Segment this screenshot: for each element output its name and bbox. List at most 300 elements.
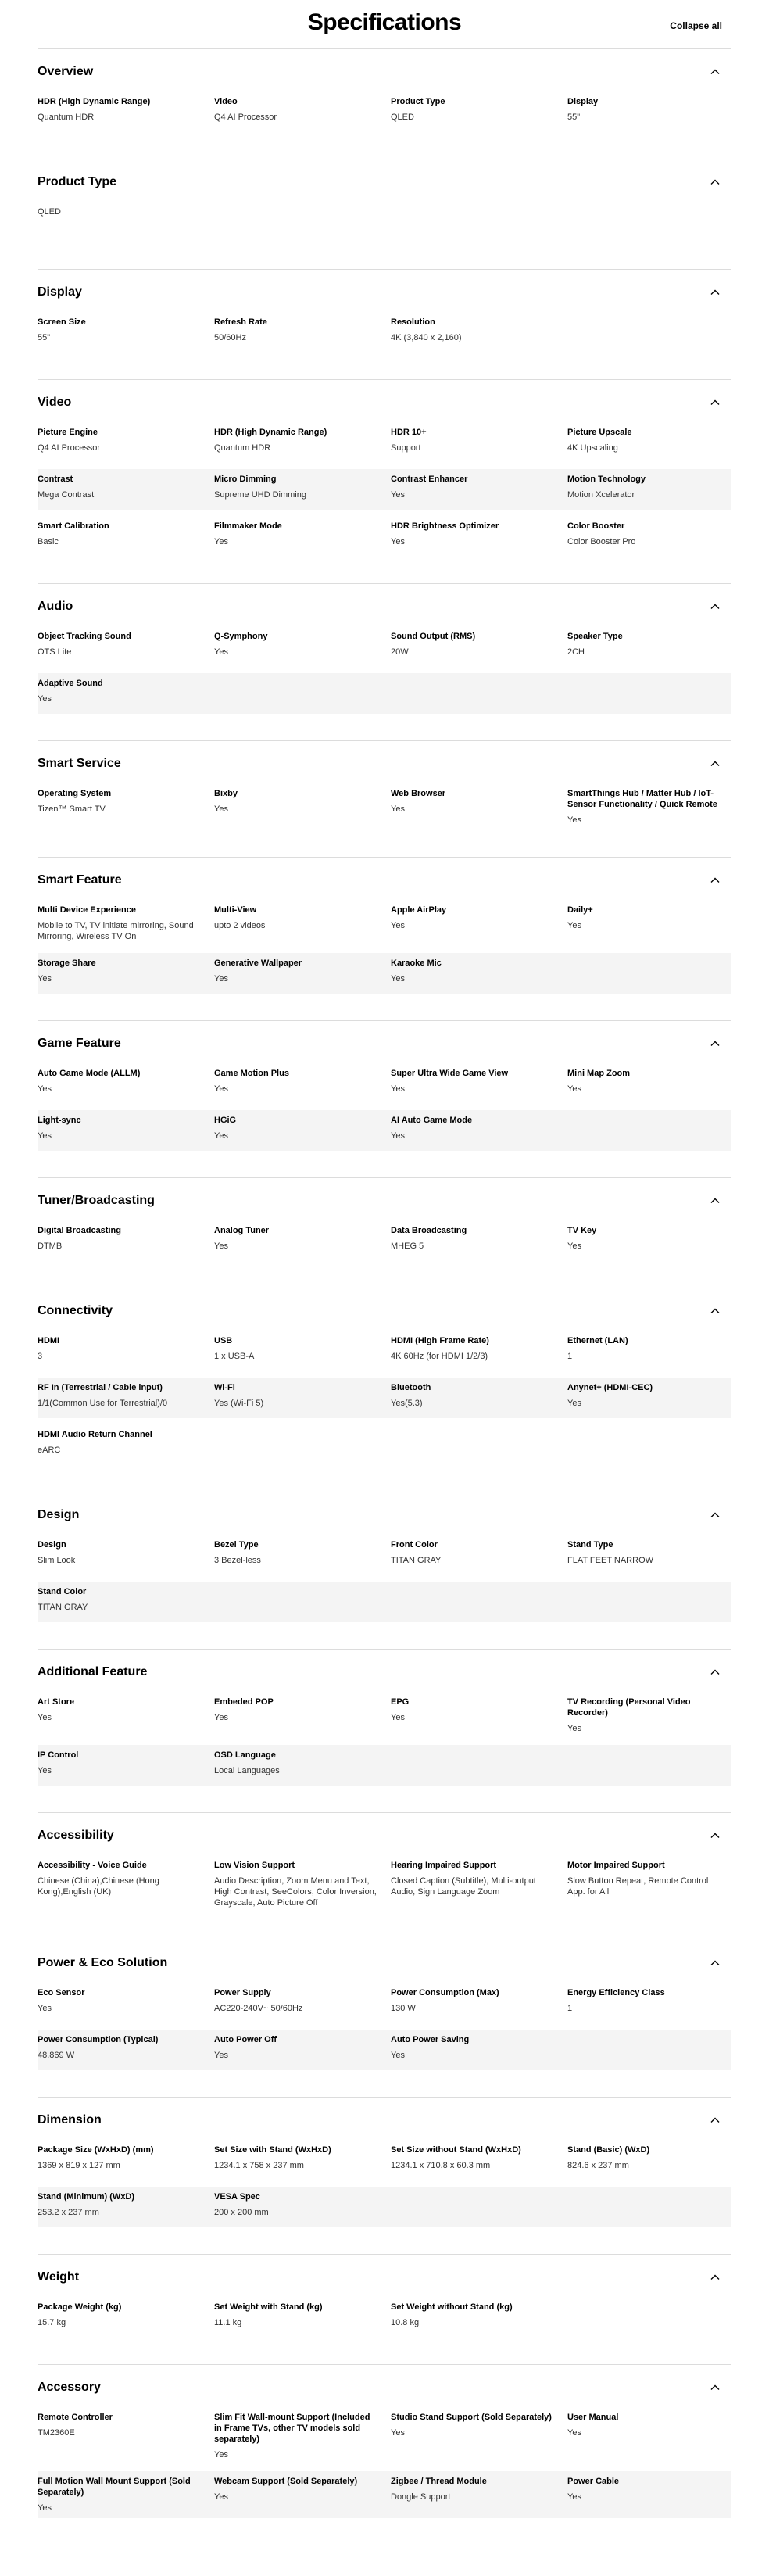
spec-item [391,1539,567,1571]
spec-value: Yes [391,1713,405,1722]
chevron-up-icon[interactable] [708,285,722,299]
spec-value: Yes [391,2051,405,2060]
spec-label: Picture Upscale [567,428,632,437]
spec-row [38,626,731,667]
section-title: Design [38,1508,80,1521]
spec-item [391,1382,567,1413]
spec-label: HDMI Audio Return Channel [38,1430,152,1439]
spec-label: Package Size (WxHxD) (mm) [38,2145,154,2155]
spec-value: 3 [38,1352,43,1361]
spec-value: Yes [391,804,405,814]
spec-label: Motion Technology [567,475,646,484]
spec-value: Yes [567,1084,581,1094]
spec-item [214,905,391,942]
spec-label: Set Weight without Stand (kg) [391,2302,513,2312]
spec-item [214,427,391,458]
spec-item [214,788,391,826]
section-title: Audio [38,600,73,613]
spec-label: Object Tracking Sound [38,632,131,641]
spec-value: Yes [391,974,405,983]
spec-item [214,521,391,552]
spec-label: Bluetooth [391,1383,431,1392]
spec-row [38,1855,731,1913]
spec-label: Storage Share [38,958,96,968]
chevron-up-icon[interactable] [708,1665,722,1679]
spec-value: Yes [214,974,228,983]
spec-section-weight [38,2254,731,2364]
spec-label: Low Vision Support [214,1861,295,1870]
spec-value: 1 x USB-A [214,1352,255,1361]
spec-item [567,1987,731,2019]
spec-label: Generative Wallpaper [214,958,302,968]
spec-label: Power Supply [214,1988,271,1997]
spec-label: Resolution [391,317,435,327]
spec-row [38,1378,731,1418]
spec-label: HDMI (High Frame Rate) [391,1336,489,1345]
chevron-up-icon[interactable] [708,396,722,410]
section-body [38,1855,731,1913]
section-header[interactable] [38,174,731,191]
section-body [38,1535,731,1622]
spec-item [38,521,214,552]
spec-item [38,631,214,662]
spec-item [391,2476,567,2513]
spec-item [391,1987,567,2019]
spec-value: 4K Upscaling [567,443,618,453]
spec-value: Dongle Support [391,2492,451,2502]
spec-item [567,2144,731,2176]
spec-row [38,1535,731,1575]
spec-item [38,1539,214,1571]
spec-value: Yes [38,1131,52,1141]
spec-value: TM2360E [38,2428,75,2438]
spec-item [391,958,567,989]
spec-section-smart-feature [38,857,731,1020]
spec-item [214,1860,391,1908]
section-header[interactable] [38,1192,731,1209]
section-title: Additional Feature [38,1665,148,1679]
spec-item [567,1068,731,1099]
spec-item [214,96,391,127]
spec-item [38,206,214,238]
chevron-up-icon[interactable] [708,175,722,189]
spec-value: Tizen™ Smart TV [38,804,106,814]
spec-row [38,1983,731,2023]
spec-value: Yes [214,804,228,814]
spec-label: Auto Game Mode (ALLM) [38,1069,141,1078]
spec-section-game-feature [38,1020,731,1177]
spec-label: Sound Output (RMS) [391,632,476,641]
spec-value: Supreme UHD Dimming [214,490,306,500]
spec-label: Zigbee / Thread Module [391,2477,487,2486]
spec-item [214,1225,391,1256]
spec-value: Yes [567,815,581,825]
spec-item [391,1696,567,1734]
spec-label: Stand Type [567,1540,613,1550]
spec-label: Hearing Impaired Support [391,1861,497,1870]
spec-item [214,1696,391,1734]
spec-item [391,2412,567,2460]
section-body [38,312,731,353]
spec-value: Yes [391,1084,405,1094]
spec-label: EPG [391,1697,410,1707]
spec-sections [38,48,731,2545]
spec-item [567,521,731,552]
spec-row [38,1582,731,1622]
chevron-up-icon[interactable] [708,2113,722,2127]
section-title: Game Feature [38,1037,121,1050]
chevron-up-icon[interactable] [708,1508,722,1522]
spec-label: HDR Brightness Optimizer [391,521,499,531]
spec-item [38,2302,214,2333]
spec-item [38,1115,214,1146]
spec-label: Color Booster [567,521,625,531]
spec-item [391,2302,567,2333]
spec-value: 1369 x 819 x 127 mm [38,2161,120,2170]
spec-value: MHEG 5 [391,1241,424,1251]
spec-label: Adaptive Sound [38,679,103,688]
spec-item [567,1382,731,1413]
spec-row [38,900,731,947]
spec-item [38,1696,214,1734]
spec-label: Package Weight (kg) [38,2302,122,2312]
spec-label: Daily+ [567,905,593,915]
spec-item [391,2034,567,2065]
spec-label: Power Consumption (Max) [391,1988,499,1997]
spec-value: Q4 AI Processor [214,113,277,122]
spec-value: Yes [214,2450,228,2460]
section-title: Power & Eco Solution [38,1956,168,1969]
spec-label: Game Motion Plus [214,1069,289,1078]
spec-item [214,1335,391,1367]
chevron-up-icon[interactable] [708,65,722,79]
spec-label: Auto Power Off [214,2035,277,2044]
spec-label: Wi-Fi [214,1383,235,1392]
section-body [38,2140,731,2227]
section-body [38,1692,731,1786]
spec-section-design [38,1492,731,1649]
spec-value: Slim Look [38,1556,76,1565]
spec-item [391,1225,567,1256]
chevron-up-icon[interactable] [708,873,722,887]
section-title: Video [38,396,72,409]
section-header[interactable] [38,1827,731,1844]
section-body [38,900,731,994]
spec-label: Smart Calibration [38,521,109,531]
spec-label: Set Size with Stand (WxHxD) [214,2145,331,2155]
spec-label: Analog Tuner [214,1226,270,1235]
spec-item [214,958,391,989]
spec-value: TITAN GRAY [38,1603,88,1612]
section-header[interactable] [38,2379,731,2396]
spec-item [38,905,214,942]
spec-item [214,1382,391,1413]
section-body [38,202,731,242]
section-title: Product Type [38,175,117,188]
spec-item [391,521,567,552]
section-title: Smart Service [38,757,121,770]
spec-row [38,2297,731,2338]
chevron-up-icon[interactable] [708,600,722,614]
spec-item [567,427,731,458]
spec-item [391,631,567,662]
spec-item [567,96,731,127]
spec-item [567,1335,731,1367]
spec-value: 200 x 200 mm [214,2208,269,2217]
spec-section-video [38,379,731,583]
spec-row [38,1220,731,1261]
spec-label: Karaoke Mic [391,958,442,968]
spec-row [38,1692,731,1739]
spec-row [38,2140,731,2180]
spec-value: Yes [567,1724,581,1733]
spec-item [567,474,731,505]
spec-label: Bixby [214,789,238,798]
spec-label: TV Key [567,1226,597,1235]
section-header[interactable] [38,1664,731,1681]
spec-value: Yes [38,974,52,983]
section-header[interactable] [38,598,731,615]
section-header[interactable] [38,1035,731,1052]
spec-value: Yes [391,490,405,500]
spec-value: Yes [214,537,228,546]
spec-label: Contrast [38,475,73,484]
spec-value: Yes [38,1084,52,1094]
spec-value: upto 2 videos [214,921,266,930]
spec-label: Power Cable [567,2477,620,2486]
spec-value: Closed Caption (Subtitle), Multi-output Audio, Sign Language Zoom [391,1876,536,1897]
spec-label: USB [214,1336,233,1345]
spec-value: 48.869 W [38,2051,75,2060]
spec-label: Slim Fit Wall-mount Support (Included in Frame TVs, other TV models sold separately) [214,2413,370,2444]
spec-section-display [38,269,731,379]
spec-label: IP Control [38,1750,79,1760]
spec-value: 11.1 kg [214,2318,242,2327]
chevron-up-icon[interactable] [708,757,722,771]
spec-item [214,1987,391,2019]
spec-label: Anynet+ (HDMI-CEC) [567,1383,653,1392]
spec-value: Slow Button Repeat, Remote Control App. for All [567,1876,709,1897]
spec-value: Yes [214,2051,228,2060]
spec-item [391,317,567,348]
chevron-up-icon[interactable] [708,1194,722,1208]
section-body [38,1063,731,1151]
spec-label: HDR (High Dynamic Range) [214,428,327,437]
spec-item [214,2034,391,2065]
spec-item [38,96,214,127]
chevron-up-icon[interactable] [708,1829,722,1843]
spec-item [567,1539,731,1571]
spec-section-smart-service [38,740,731,857]
section-header[interactable] [38,755,731,772]
spec-value: 20W [391,647,409,657]
spec-label: Stand (Minimum) (WxD) [38,2192,135,2202]
spec-value: TITAN GRAY [391,1556,442,1565]
spec-value: 130 W [391,2004,416,2013]
section-header[interactable] [38,284,731,301]
spec-section-additional-feature [38,1649,731,1812]
spec-value: Yes [567,1399,581,1408]
spec-label: Eco Sensor [38,1988,85,1997]
spec-item [38,2144,214,2176]
spec-item [214,2412,391,2460]
spec-value: 4K 60Hz (for HDMI 1/2/3) [391,1352,488,1361]
spec-item [214,2302,391,2333]
spec-label: Light-sync [38,1116,81,1125]
spec-value: Yes [214,2492,228,2502]
spec-label: Energy Efficiency Class [567,1988,665,1997]
spec-label: Screen Size [38,317,86,327]
section-header[interactable] [38,63,731,81]
spec-value: Chinese (China),Chinese (Hong Kong),English (UK) [38,1876,159,1897]
spec-label: Accessibility - Voice Guide [38,1861,147,1870]
spec-section-product-type [38,159,731,269]
spec-value: Yes [38,694,52,704]
spec-label: HDMI [38,1336,60,1345]
spec-item [214,1750,391,1781]
spec-item [38,1987,214,2019]
spec-label: Stand Color [38,1587,87,1596]
spec-value: Yes [38,1713,52,1722]
section-body [38,91,731,132]
spec-value: DTMB [38,1241,63,1251]
spec-item [567,631,731,662]
spec-row [38,783,731,830]
spec-item [391,474,567,505]
section-body [38,2297,731,2338]
spec-value: Yes [391,2428,405,2438]
spec-item [38,1860,214,1908]
spec-item [567,1860,731,1908]
spec-row [38,673,731,714]
spec-value: 55" [567,113,581,122]
section-body [38,1331,731,1465]
spec-section-connectivity [38,1288,731,1492]
chevron-up-icon[interactable] [708,2381,722,2395]
spec-value: 3 Bezel-less [214,1556,261,1565]
spec-item [567,2412,731,2460]
spec-label: Design [38,1540,66,1550]
section-title: Dimension [38,2113,102,2126]
spec-label: Set Weight with Stand (kg) [214,2302,323,2312]
spec-row [38,91,731,132]
spec-item [38,2034,214,2065]
spec-label: Webcam Support (Sold Separately) [214,2477,358,2486]
spec-item [38,2191,214,2223]
spec-value: QLED [391,113,414,122]
section-header[interactable] [38,394,731,411]
spec-value: Yes [214,647,228,657]
spec-value: 824.6 x 237 mm [567,2161,629,2170]
chevron-up-icon[interactable] [708,1304,722,1318]
spec-item [38,1382,214,1413]
chevron-up-icon[interactable] [708,1956,722,1970]
spec-item [214,2144,391,2176]
collapse-all-button[interactable]: Collapse all [670,20,722,31]
spec-section-power-eco-solution [38,1940,731,2097]
spec-label: Digital Broadcasting [38,1226,121,1235]
spec-value: Basic [38,537,59,546]
spec-item [214,2476,391,2513]
section-title: Overview [38,65,94,78]
section-header[interactable] [38,2112,731,2129]
spec-item [391,905,567,942]
spec-value: Motion Xcelerator [567,490,635,500]
spec-item [214,2191,391,2223]
spec-item [567,1696,731,1734]
spec-label: Apple AirPlay [391,905,447,915]
spec-label: Data Broadcasting [391,1226,467,1235]
spec-item [38,2476,214,2513]
section-title: Connectivity [38,1304,113,1317]
spec-item [38,788,214,826]
section-header[interactable] [38,1507,731,1524]
spec-item [38,958,214,989]
spec-row [38,469,731,510]
spec-value: Audio Description, Zoom Menu and Text, High Contrast, SeeColors, Color Inversion, Grayscale, Auto Picture Off [214,1876,377,1908]
spec-label: Display [567,97,599,106]
spec-value: Yes [391,537,405,546]
spec-label: Mini Map Zoom [567,1069,631,1078]
section-header[interactable] [38,2269,731,2286]
spec-section-accessibility [38,1812,731,1940]
section-body [38,783,731,830]
spec-value: QLED [38,207,61,217]
spec-item [38,1429,214,1460]
spec-label: Motor Impaired Support [567,1861,665,1870]
spec-value: Mobile to TV, TV initiate mirroring, Sound Mirroring, Wireless TV On [38,921,194,941]
spec-label: Micro Dimming [214,475,277,484]
spec-label: TV Recording (Personal Video Recorder) [567,1697,691,1718]
spec-label: Embeded POP [214,1697,274,1707]
spec-item [214,317,391,348]
spec-row [38,202,731,242]
section-body [38,1983,731,2070]
spec-item [38,474,214,505]
spec-item [38,1225,214,1256]
spec-label: Auto Power Saving [391,2035,470,2044]
spec-label: AI Auto Game Mode [391,1116,473,1125]
spec-label: Set Size without Stand (WxHxD) [391,2145,521,2155]
spec-value: 1234.1 x 710.8 x 60.3 mm [391,2161,491,2170]
spec-section-tuner-broadcasting [38,1177,731,1288]
chevron-up-icon[interactable] [708,2270,722,2284]
spec-value: Yes [567,921,581,930]
spec-value: Yes [391,1131,405,1141]
spec-item [391,2144,567,2176]
spec-value: 2CH [567,647,585,657]
section-header[interactable] [38,1954,731,1972]
spec-item [391,1335,567,1367]
section-header[interactable] [38,872,731,889]
spec-item [214,1539,391,1571]
spec-item [38,1068,214,1099]
section-title: Display [38,285,82,299]
spec-row [38,2030,731,2070]
spec-label: Front Color [391,1540,438,1550]
spec-label: Ethernet (LAN) [567,1336,628,1345]
spec-label: Q-Symphony [214,632,268,641]
section-header[interactable] [38,1302,731,1320]
spec-value: AC220-240V~ 50/60Hz [214,2004,303,2013]
spec-value: 1 [567,2004,573,2013]
page-title: Specifications [307,9,462,35]
section-title: Weight [38,2270,80,2284]
chevron-up-icon[interactable] [708,1037,722,1051]
spec-value: Yes [567,1241,581,1251]
spec-label: Refresh Rate [214,317,267,327]
spec-value: 55" [38,333,51,342]
